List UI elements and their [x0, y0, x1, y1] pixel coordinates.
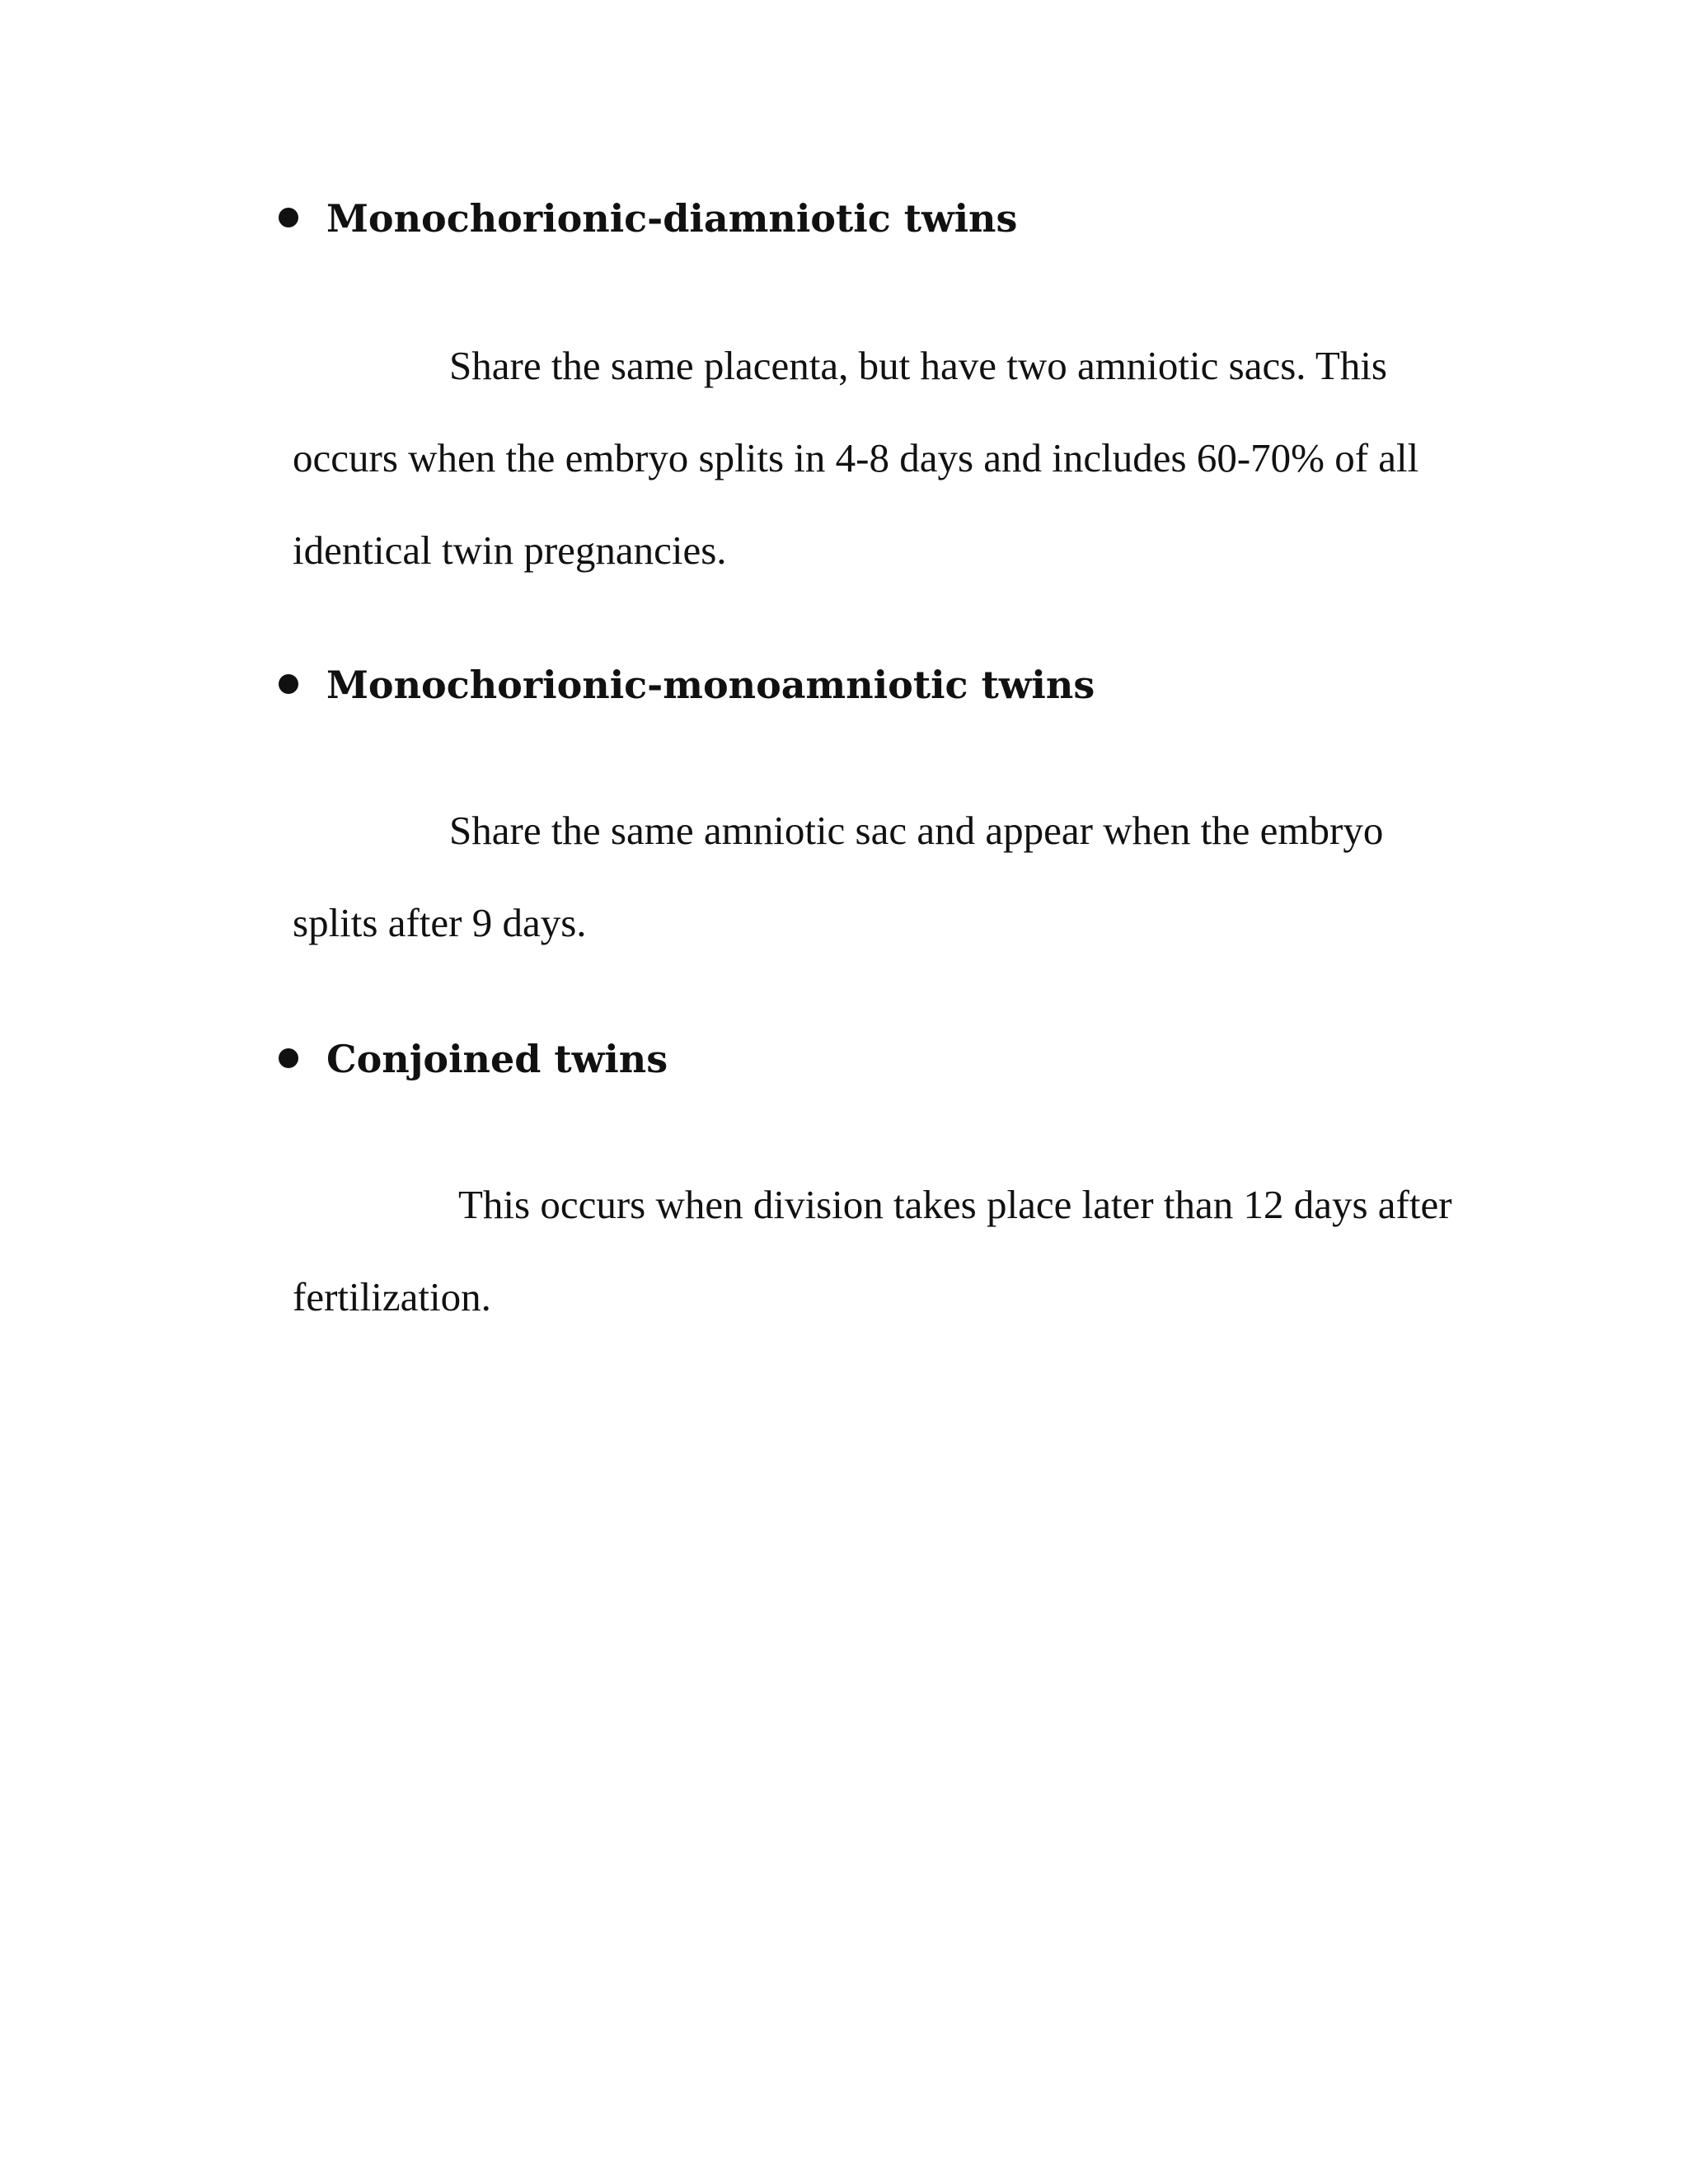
- section-body-text: Share the same amniotic sac and appear when the embryo splits after 9 days.: [293, 808, 1384, 945]
- section-body-text: Share the same placenta, but have two amniotic sacs. This occurs when the embryo splits in 4-8 days and includes 60-70% of all identical twin pregnancies.: [293, 343, 1419, 573]
- bullet-icon: [279, 208, 298, 227]
- section-heading: Conjoined twins: [326, 1037, 668, 1081]
- section-conjoined-twins: [272, 1032, 1452, 1319]
- section-heading: Monochorionic-diamniotic twins: [326, 196, 1018, 241]
- bullet-icon: [279, 1048, 298, 1068]
- list-item: [272, 191, 1442, 257]
- list-item: [272, 1032, 1442, 1098]
- section-monochorionic-monoamniotic: [272, 658, 1442, 945]
- section-heading: Monochorionic-monoamniotic twins: [326, 663, 1095, 707]
- section-monochorionic-diamniotic: [272, 191, 1442, 573]
- list-item: [272, 658, 1442, 724]
- section-body-text: This occurs when division takes place later than 12 days after fertilization.: [293, 1182, 1452, 1319]
- bullet-icon: [279, 674, 298, 694]
